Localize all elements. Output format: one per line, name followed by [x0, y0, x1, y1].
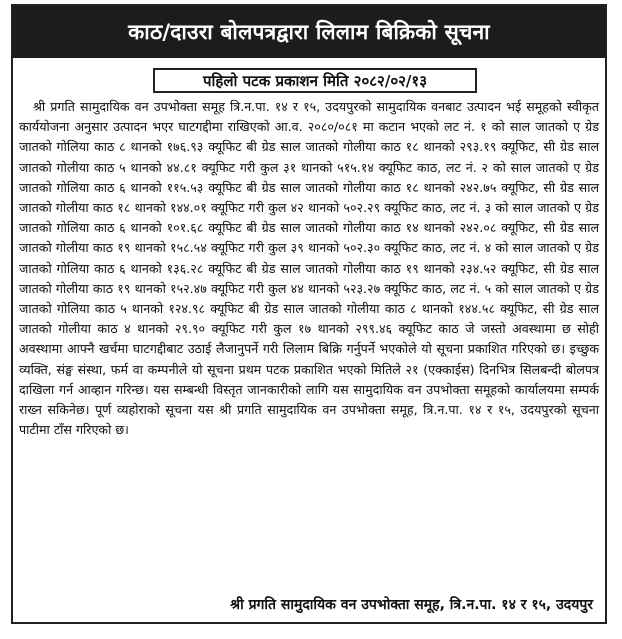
publication-date-line: पहिलो पटक प्रकाशन मिति २०८२/०२/१३	[153, 68, 477, 93]
notice-body: श्री प्रगति सामुदायिक वन उपभोक्ता समूह त्रि.न.पा. १४ र १५, उदयपुरको सामुदायिक वनबाट उत्पादन भई समूहको स्वीकृत कार्ययोजना अनुसार उत्पादन भएर घाटगद्दीमा राखिएको आ.व. २०८०/०८१ मा कटान भएको लट नं. १ को साल जातको ए ग्रेड जातको गोलिया काठ ८ थानको १७६.९३ क्यूफिट बी ग्रेड साल जातको गोलीया काठ १८ थानको २९३.१९ क्यूफिट, सी ग्रेड साल जातको गोलीया काठ ५ थानको ४४.८१ क्यूफिट गरी कुल ३१ थानको ५१५.१४ क्यूफिट काठ, लट नं. २ को साल जातको ए ग्रेड जातको गोलिया काठ ६ थानको ११५.५३ क्यूफिट बी ग्रेड साल जातको गोलीया काठ १८ थानको २४२.७५ क्यूफिट, सी ग्रेड साल जातको गोलीया काठ १८ थानको १४४.०१ क्यूफिट गरी कुल ४२ थानको ५०२.२९ क्यूफिट काठ, लट नं. ३ को साल जातको ए ग्रेड जातको गोलिया काठ ६ थानको १०१.६८ क्यूफिट बी ग्रेड साल जातको गोलीया काठ १४ थानको २४२.०८ क्यूफिट, सी ग्रेड साल जातको गोलीया काठ १९ थानको १५८.५४ क्यूफिट गरी कुल ३९ थानको ५०२.३० क्यूफिट काठ, लट नं. ४ को साल जातको ए ग्रेड जातको गोलिया काठ ६ थानको १३६.२८ क्यूफिट बी ग्रेड साल जातको गोलीया काठ १९ थानको २३४.५२ क्यूफिट, सी ग्रेड साल जातको गोलीया काठ १९ थानको १५२.४७ क्यूफिट गरी कुल ४४ थानको ५२३.२७ क्यूफिट काठ, लट नं. ५ को साल जातको ए ग्रेड जातको गोलिया काठ ५ थानको १२४.९८ क्यूफिट बी ग्रेड साल जातको गोलीया काठ ८ थानको १४४.५८ क्यूफिट, सी ग्रेड साल जातको गोलीया काठ ४ थानको २९.९० क्यूफिट गरी कुल १७ थानको २९९.४६ क्यूफिट काठ जे जस्तो अवस्थामा छ सोही अवस्थामा आफ्नै खर्चमा घाटगद्दीबाट उठाई लैजानुपर्ने गरी लिलाम बिक्रि गर्नुपर्ने भएकोले यो सूचना प्रकाशित गरिएको छ। इच्छुक व्यक्ति, संङ्घ संस्था, फर्म वा कम्पनीले यो सूचना प्रथम पटक प्रकाशित भएको मितिले २१ (एक्काईस) दिनभित्र सिलबन्दी बोलपत्र दाखिला गर्न आव्हान गरिन्छ। यस सम्बन्धी विस्तृत जानकारीको लागि यस सामुदायिक वन उपभोक्ता समूहको कार्यालयमा सम्पर्क राख्न सकिनेछ। पूर्ण व्यहोराको सूचना यस श्री प्रगति सामुदायिक वन उपभोक्ता समूह, त्रि.न.पा. १४ र १५, उदयपुरको सूचना पाटीमा टाँस गरिएको छ।	[19, 99, 599, 438]
notice-title: काठ/दाउरा बोलपत्रद्वारा लिलाम बिक्रिको सूचना	[13, 6, 605, 58]
issuer-signature-line: श्री प्रगति सामुदायिक वन उपभोक्ता समूह, त्रि.न.पा. १४ र १५, उदयपुर	[230, 597, 593, 613]
notice-frame	[11, 4, 607, 624]
